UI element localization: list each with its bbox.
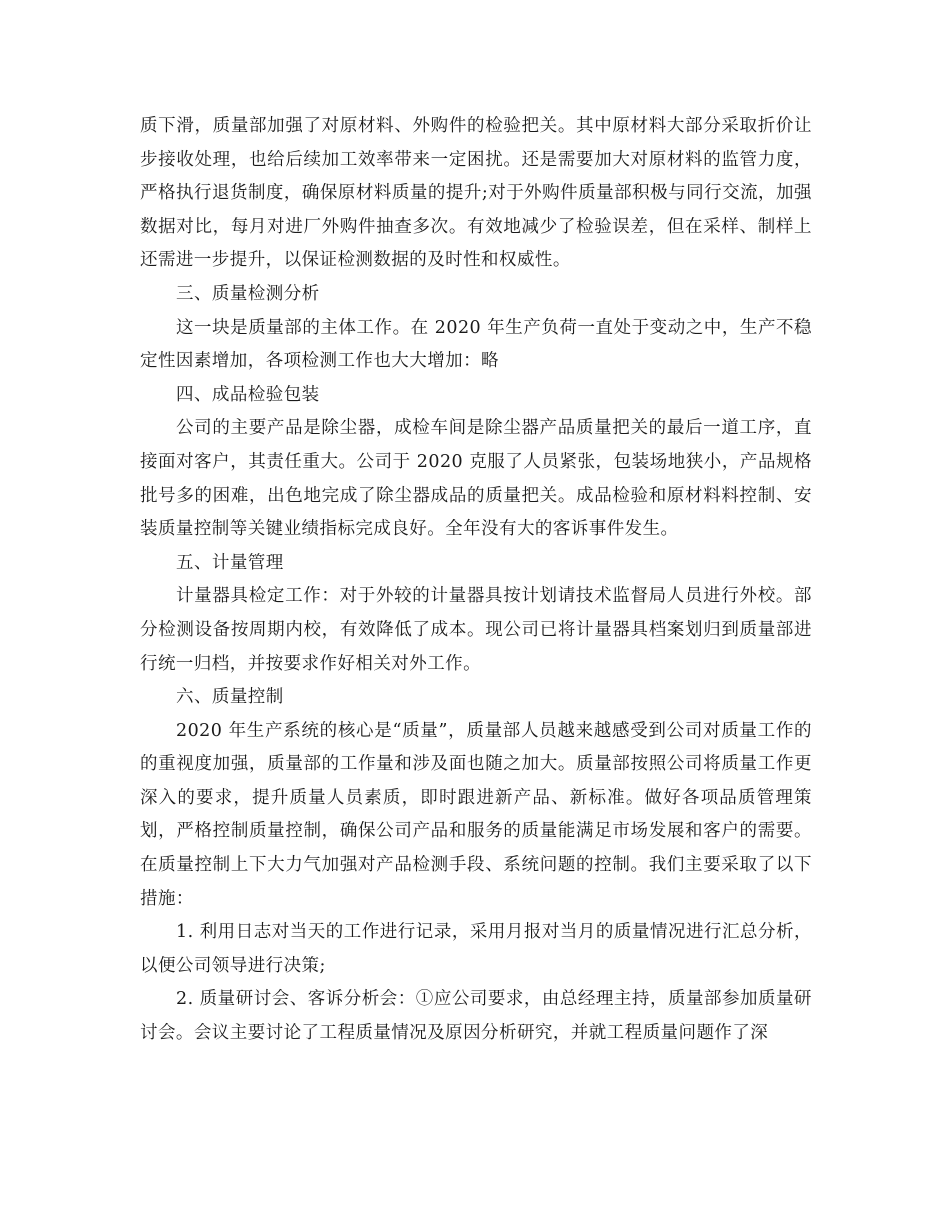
heading-quality-control: 六、质量控制	[176, 687, 284, 708]
heading-finished-product-inspection: 四、成品检验包装	[176, 384, 320, 405]
paragraph-measure-1: 1. 利用日志对当天的工作进行记录，采用月报对当月的质量情况进行汇总分析，以便公司领导进行决策;	[140, 922, 812, 976]
paragraph-finished-product: 公司的主要产品是除尘器，成检车间是除尘器产品质量把关的最后一道工序，直接面对客户，其责任重大。公司于 2020 克服了人员紧张，包装场地狭小，产品规格批号多的困难，出色地完成了除尘器成品的质量把关。成品检验和原材料料控制、安装质量控制等关键业绩指标完成良好。全年没有大的客诉事件发生。	[140, 418, 812, 540]
paragraph-quality-testing: 这一块是质量部的主体工作。在 2020 年生产负荷一直处于变动之中，生产不稳定性因素增加，各项检测工作也大大增加：略	[140, 317, 812, 372]
heading-measurement-management: 五、计量管理	[176, 552, 284, 573]
paragraph-measurement: 计量器具检定工作：对于外较的计量器具按计划请技术监督局人员进行外校。部分检测设备按周期内校，有效降低了成本。现公司已将计量器具档案划归到质量部进行统一归档，并按要求作好相关对外工作。	[140, 586, 812, 674]
paragraph-quality-control: 2020 年生产系统的核心是“质量”，质量部人员越来越感受到公司对质量工作的的重视度加强，质量部的工作量和涉及面也随之加大。质量部按照公司将质量工作更深入的要求，提升质量人员素质，即时跟进新产品、新标准。做好各项品质管理策划，严格控制质量控制，确保公司产品和服务的质量能满足市场发展和客户的需要。在质量控制上下大力气加强对产品检测手段、系统问题的控制。我们主要采取了以下措施：	[140, 720, 812, 909]
paragraph-measure-2: 2. 质量研讨会、客诉分析会：①应公司要求，由总经理主持，质量部参加质量研讨会。会议主要讨论了工程质量情况及原因分析研究，并就工程质量问题作了深	[140, 989, 812, 1044]
document-body	[140, 110, 812, 1051]
paragraph-raw-material-inspection: 质下滑，质量部加强了对原材料、外购件的检验把关。其中原材料大部分采取折价让步接收处理，也给后续加工效率带来一定困扰。还是需要加大对原材料的监管力度，严格执行退货制度，确保原材料质量的提升;对于外购件质量部积极与同行交流，加强数据对比，每月对进厂外购件抽查多次。有效地减少了检验误差，但在采样、制样上还需进一步提升，以保证检测数据的及时性和权威性。	[140, 116, 812, 271]
heading-quality-testing-analysis: 三、质量检测分析	[176, 283, 320, 304]
